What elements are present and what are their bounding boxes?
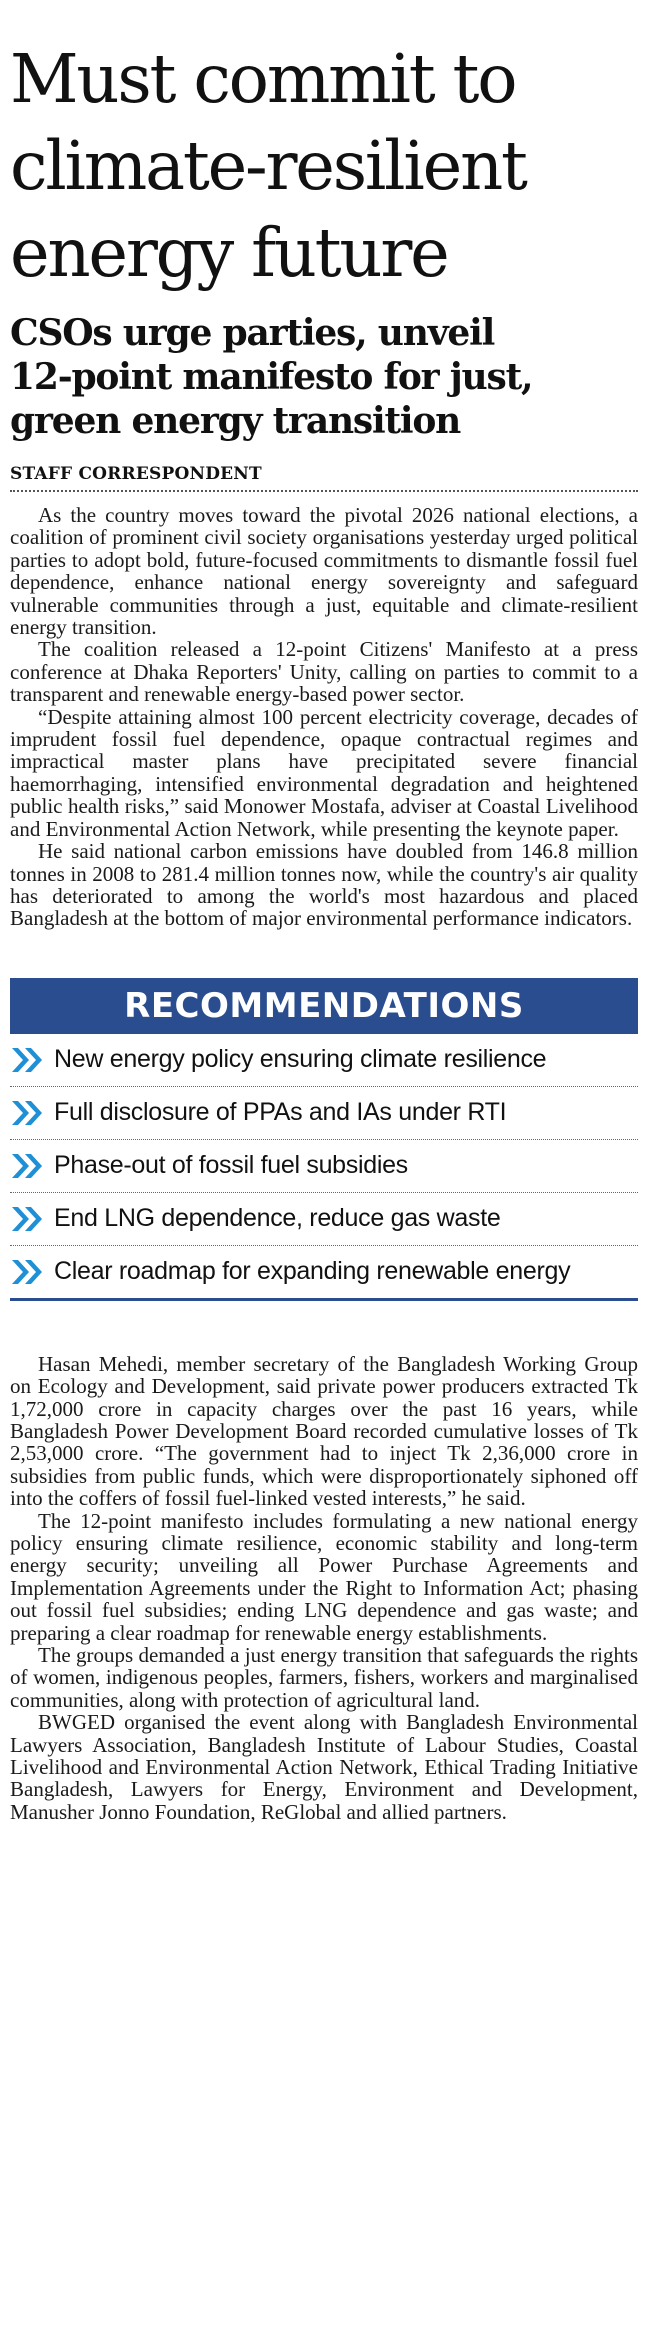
headline-line: climate-resilient xyxy=(10,127,526,205)
subhead-line: 12-point manifesto for just, xyxy=(10,356,533,398)
headline-line: energy future xyxy=(10,214,448,292)
recommendation-label: Clear roadmap for expanding renewable energy xyxy=(54,1257,571,1286)
recommendations-box xyxy=(10,978,638,1301)
paragraph: The groups demanded a just energy transition that safeguards the rights of women, indigenous peoples, farmers, fishers, workers and marginalised communities, along with protection of agricultural land. xyxy=(10,1643,638,1712)
recommendation-label: Phase-out of fossil fuel subsidies xyxy=(54,1151,408,1180)
double-chevron-right-icon xyxy=(10,1097,54,1129)
recommendation-item xyxy=(10,1034,638,1087)
subhead-line: green energy transition xyxy=(10,400,461,442)
paragraph: BWGED organised the event along with Bangladesh Environmental Lawyers Association, Bangladesh Institute of Labour Studies, Coastal Livelihood and Environmental Action Network, Ethical Trading Initiative Bangladesh, Lawyers for Energy, Environment and Development, Manusher Jonno Foundation, ReGlobal and allied partners. xyxy=(10,1710,638,1824)
headline-line: Must commit to xyxy=(10,40,516,118)
recommendations-title: RECOMMENDATIONS xyxy=(10,978,638,1034)
recommendation-label: End LNG dependence, reduce gas waste xyxy=(54,1204,501,1233)
subheadline xyxy=(10,311,638,443)
byline: STAFF CORRESPONDENT xyxy=(10,464,262,484)
paragraph: He said national carbon emissions have doubled from 146.8 million tonnes in 2008 to 281.4 million tonnes now, while the country's air quality has deteriorated to among the world's most hazardous and placed Bangladesh at the bottom of major environmental performance indicators. xyxy=(10,839,638,931)
double-chevron-right-icon xyxy=(10,1150,54,1182)
double-chevron-right-icon xyxy=(10,1044,54,1076)
recommendation-item xyxy=(10,1140,638,1193)
recommendation-item xyxy=(10,1246,638,1298)
article-body-top xyxy=(10,504,638,930)
byline-divider xyxy=(10,490,638,492)
recommendation-item xyxy=(10,1193,638,1246)
paragraph: “Despite attaining almost 100 percent electricity coverage, decades of imprudent fossil fuel dependence, opaque contractual regimes and impractical master plans have precipitated severe financial haemorrhaging, intensified environmental degradation and heightened public health risks,” said Monower Mostafa, adviser at Coastal Livelihood and Environmental Action Network, while presenting the keynote paper. xyxy=(10,704,638,841)
recommendation-label: Full disclosure of PPAs and IAs under RTI xyxy=(54,1098,507,1127)
article xyxy=(10,0,638,1823)
double-chevron-right-icon xyxy=(10,1203,54,1235)
recommendation-label: New energy policy ensuring climate resilience xyxy=(54,1045,547,1074)
paragraph: The 12-point manifesto includes formulating a new national energy policy ensuring climate resilience, economic stability and long-term energy security; unveiling all Power Purchase Agreements and Implementation Agreements under the Right to Information Act; phasing out fossil fuel subsidies; ending LNG dependence and gas waste; and preparing a clear roadmap for renewable energy establishments. xyxy=(10,1508,638,1645)
paragraph: Hasan Mehedi, member secretary of the Bangladesh Working Group on Ecology and Development, said private power producers extracted Tk 1,72,000 crore in capacity charges over the past 16 years, while Bangladesh Power Development Board recorded cumulative losses of Tk 2,53,000 crore. “The government had to inject Tk 2,36,000 crore in subsidies from public funds, which were disproportionately siphoned off into the coffers of fossil fuel-linked vested interests,” he said. xyxy=(10,1351,638,1511)
paragraph: The coalition released a 12-point Citizens' Manifesto at a press conference at Dhaka Reporters' Unity, calling on parties to commit to a transparent and renewable energy-based power sector. xyxy=(10,637,638,707)
double-chevron-right-icon xyxy=(10,1256,54,1288)
headline xyxy=(10,0,638,297)
article-body-bottom xyxy=(10,1353,638,1824)
recommendation-item xyxy=(10,1087,638,1140)
subhead-line: CSOs urge parties, unveil xyxy=(10,312,495,354)
paragraph: As the country moves toward the pivotal 2026 national elections, a coalition of prominent civil society organisations yesterday urged political parties to adopt bold, future-focused commitments to dismantle fossil fuel dependence, enhance national energy sovereignty and safeguard vulnerable communities through a just, equitable and climate-resilient energy transition. xyxy=(10,503,638,640)
